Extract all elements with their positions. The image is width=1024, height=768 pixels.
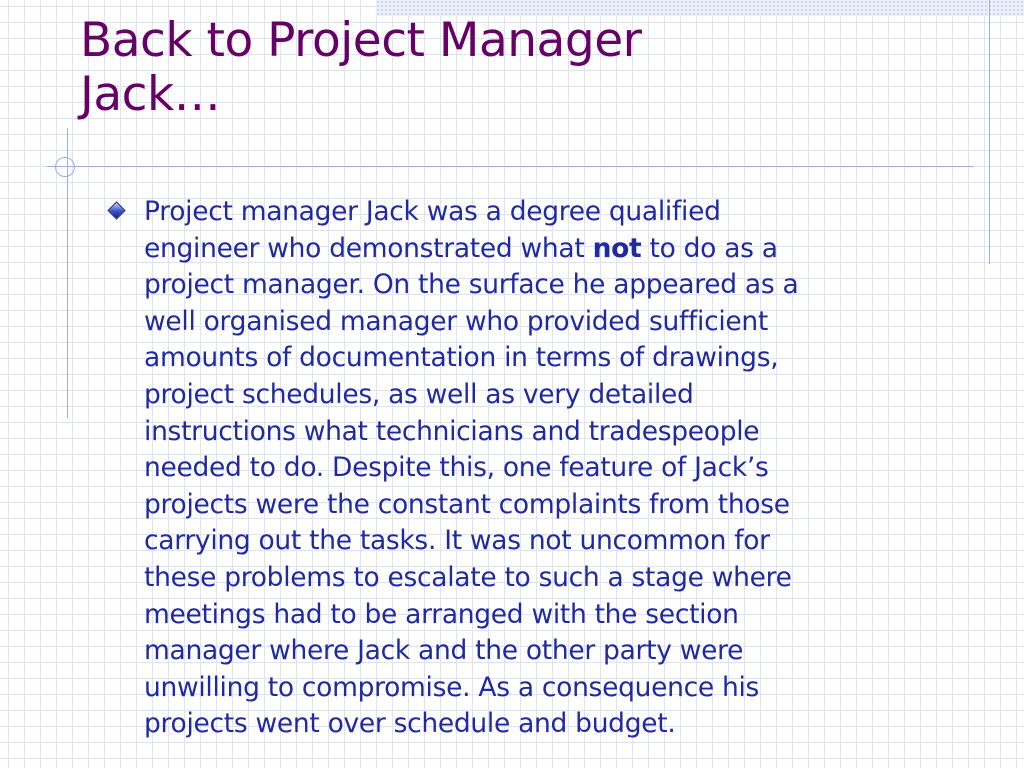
- bullet-line: these problems to escalate to such a stage where: [144, 561, 792, 593]
- slide-title: [80, 14, 840, 122]
- right-vertical-rule: [989, 0, 990, 264]
- bullet-item: [108, 194, 908, 743]
- diamond-bullet-icon: [107, 201, 125, 219]
- slide-title-line-2: Jack…: [80, 67, 221, 122]
- bullet-line: [144, 231, 908, 268]
- bullet-line: unwilling to compromise. As a consequence his: [144, 671, 760, 703]
- bullet-text: [144, 194, 908, 743]
- slide-title-line-1: Back to Project Manager: [80, 13, 642, 68]
- emphasis-not: not: [592, 232, 642, 264]
- bullet-line-segment: engineer who demonstrated what: [144, 232, 593, 264]
- divider-circle-ornament: [55, 157, 75, 177]
- bullet-line-segment: to do as a: [641, 232, 778, 264]
- bullet-line: Project manager Jack was a degree qualified: [144, 196, 721, 227]
- bullet-line: amounts of documentation in terms of drawings,: [144, 342, 779, 374]
- bullet-line: carrying out the tasks. It was not uncommon for: [144, 525, 770, 557]
- bullet-line: well organised manager who provided sufficient: [144, 305, 768, 337]
- bullet-line: meetings had to be arranged with the section: [144, 598, 739, 630]
- bullet-line: project manager. On the surface he appeared as a: [144, 269, 799, 301]
- bullet-line: projects went over schedule and budget.: [144, 708, 676, 740]
- bullet-line: projects were the constant complaints from those: [144, 488, 790, 520]
- title-divider-rule: [47, 166, 973, 167]
- bullet-line: instructions what technicians and tradespeople: [144, 415, 760, 447]
- bullet-line: needed to do. Despite this, one feature of Jack’s: [144, 452, 769, 484]
- bullet-line: project schedules, as well as very detailed: [144, 378, 694, 410]
- bullet-line: manager where Jack and the other party were: [144, 635, 744, 667]
